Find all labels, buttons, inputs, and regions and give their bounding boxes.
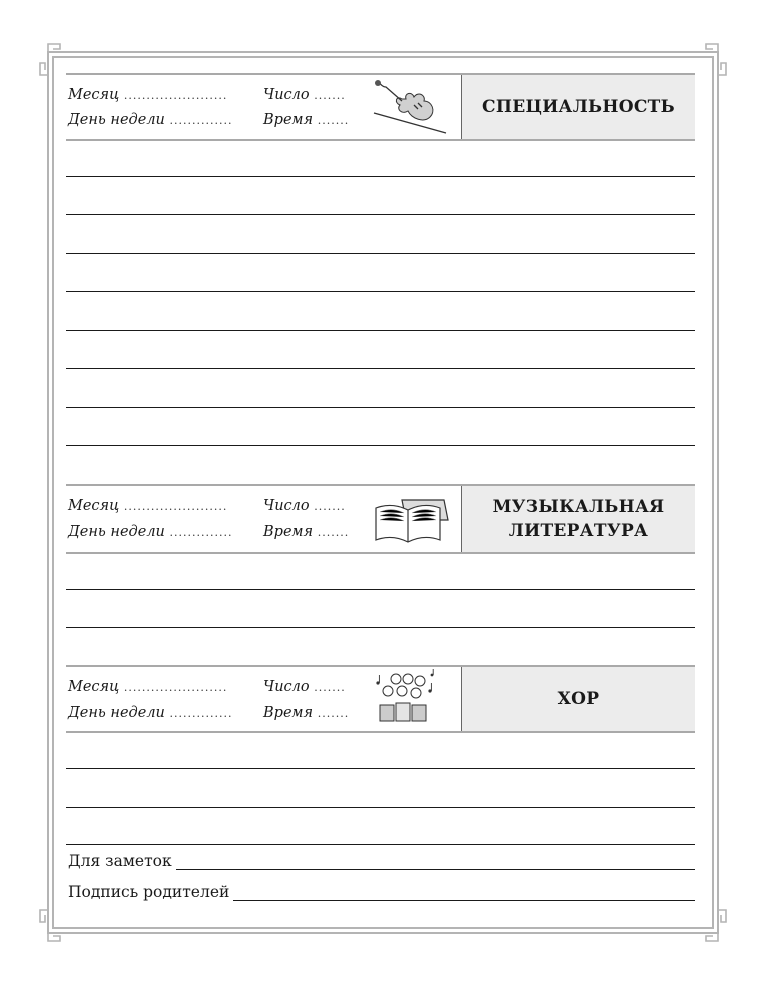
open-book-icon xyxy=(372,494,452,546)
weekday-label: День недели xyxy=(68,524,165,540)
subject-box xyxy=(461,667,695,731)
date-label: Число xyxy=(263,679,310,695)
choir-icon xyxy=(374,669,438,729)
notes-row xyxy=(68,852,695,870)
section-header xyxy=(66,484,695,554)
parent-signature-line[interactable] xyxy=(233,886,695,901)
date-field[interactable]: Число ....... xyxy=(263,498,346,514)
weekday-field[interactable]: День недели .............. xyxy=(68,524,233,540)
violin-icon xyxy=(372,79,452,135)
writing-line[interactable] xyxy=(66,407,695,408)
subject-line: СПЕЦИАЛЬНОСТЬ xyxy=(482,97,675,117)
subject-box xyxy=(461,75,695,139)
writing-line[interactable] xyxy=(66,214,695,215)
month-field[interactable]: Месяц ....................... xyxy=(68,679,228,695)
subject-line: МУЗЫКАЛЬНАЯ xyxy=(492,497,665,517)
subject-box xyxy=(461,486,695,552)
parent-signature-label: Подпись родителей xyxy=(68,883,230,901)
date-field[interactable]: Число ....... xyxy=(263,679,346,695)
writing-line[interactable] xyxy=(66,768,695,769)
weekday-label: День недели xyxy=(68,705,165,721)
section-choir xyxy=(66,665,695,733)
weekday-field[interactable]: День недели .............. xyxy=(68,705,233,721)
time-label: Время xyxy=(263,112,314,128)
time-field[interactable]: Время ....... xyxy=(263,705,350,721)
writing-line[interactable] xyxy=(66,368,695,369)
notes-label: Для заметок xyxy=(68,852,172,870)
time-label: Время xyxy=(263,524,314,540)
weekday-field[interactable]: День недели .............. xyxy=(68,112,233,128)
parent-signature-row xyxy=(68,883,695,901)
time-label: Время xyxy=(263,705,314,721)
writing-line[interactable] xyxy=(66,589,695,590)
writing-line[interactable] xyxy=(66,253,695,254)
writing-line[interactable] xyxy=(66,330,695,331)
month-field[interactable]: Месяц ....................... xyxy=(68,87,228,103)
date-label: Число xyxy=(263,87,310,103)
writing-line[interactable] xyxy=(66,176,695,177)
date-field[interactable]: Число ....... xyxy=(263,87,346,103)
section-music-literature xyxy=(66,484,695,554)
month-label: Месяц xyxy=(68,498,120,514)
subject-line: ХОР xyxy=(557,689,600,709)
writing-line[interactable] xyxy=(66,445,695,446)
time-field[interactable]: Время ....... xyxy=(263,524,350,540)
month-label: Месяц xyxy=(68,87,120,103)
section-header xyxy=(66,73,695,141)
notes-line[interactable] xyxy=(176,855,695,870)
writing-line[interactable] xyxy=(66,807,695,808)
writing-line[interactable] xyxy=(66,627,695,628)
time-field[interactable]: Время ....... xyxy=(263,112,350,128)
weekday-label: День недели xyxy=(68,112,165,128)
section-header xyxy=(66,665,695,733)
month-label: Месяц xyxy=(68,679,120,695)
date-label: Число xyxy=(263,498,310,514)
writing-line[interactable] xyxy=(66,291,695,292)
writing-line[interactable] xyxy=(66,844,695,845)
section-specialty xyxy=(66,73,695,141)
month-field[interactable]: Месяц ....................... xyxy=(68,498,228,514)
subject-line: ЛИТЕРАТУРА xyxy=(508,521,649,541)
